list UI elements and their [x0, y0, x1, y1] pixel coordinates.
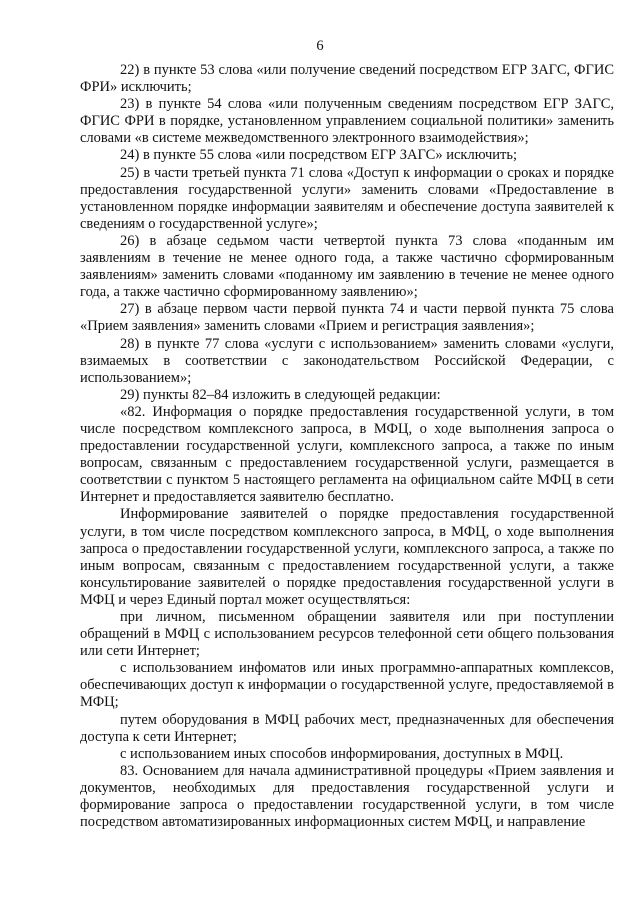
- paragraph: 28) в пункте 77 слова «услуги с использованием» заменить словами «услуги, взимаемых в соответствии с законодательством Российской Федерации, с использованием»;: [80, 335, 614, 386]
- paragraph: при личном, письменном обращении заявителя или при поступлении обращений в МФЦ с использованием ресурсов телефонной сети общего пользования или сети Интернет;: [80, 609, 614, 660]
- paragraph: с использованием иных способов информирования, доступных в МФЦ.: [120, 745, 564, 762]
- paragraph: 29) пункты 82–84 изложить в следующей редакции:: [120, 386, 441, 403]
- paragraph: 24) в пункте 55 слова «или посредством ЕГР ЗАГС» исключить;: [120, 147, 518, 164]
- paragraph: 25) в части третьей пункта 71 слова «Доступ к информации о сроках и порядке предоставления государственной услуги» заменить словами «Предоставление в установленном порядке информации заявителям и обеспечение доступа заявителей к сведениям о государственной услуге»;: [80, 164, 614, 232]
- page-number: 6: [316, 38, 324, 54]
- paragraph: Информирование заявителей о порядке предоставления государственной услуги, в том числе посредством комплексного запроса, в МФЦ, о ходе выполнения запроса о предоставлении государственной услуги, комплексного запроса, а также по иным вопросам, связанным с предоставлением государственной услуги, а также консультирование заявителей о порядке предоставления государственной услуги в МФЦ и через Единый портал может осуществляться:: [80, 506, 614, 608]
- paragraph: 83. Основанием для начала административной процедуры «Прием заявления и документов, необходимых для предоставления государственной услуги и формирование запроса о предоставлении государственной услуги, в том числе посредством автоматизированных информационных систем МФЦ, и направление: [80, 762, 614, 831]
- paragraph: путем оборудования в МФЦ рабочих мест, предназначенных для обеспечения доступа к сети Интернет;: [80, 711, 614, 745]
- paragraph: «82. Информация о порядке предоставления государственной услуги, в том числе посредством комплексного запроса, в МФЦ, о ходе выполнения запроса о предоставлении государственной услуги, комплексного запроса, а также по иным вопросам, связанным с предоставлением государственной услуги, размещается в соответствии с пунктом 5 настоящего регламента на официальном сайте МФЦ в сети Интернет и предоставляется заявителю бесплатно.: [80, 403, 614, 506]
- paragraph: с использованием инфоматов или иных программно-аппаратных комплексов, обеспечивающих доступ к информации о государственной услуге, предоставляемой в МФЦ;: [80, 660, 614, 711]
- paragraph: 27) в абзаце первом части первой пункта 74 и части первой пункта 75 слова «Прием заявления» заменить словами «Прием и регистрация заявления»;: [80, 301, 614, 335]
- paragraph: 22) в пункте 53 слова «или получение сведений посредством ЕГР ЗАГС, ФГИС ФРИ» исключить;: [80, 62, 614, 96]
- paragraph: 26) в абзаце седьмом части четвертой пункта 73 слова «поданным им заявлениям в течение не менее одного года, а также частично сформированным заявлениям» заменить словами «поданному им заявлению в течение не менее одного года, а также частично сформированному заявлению»;: [80, 232, 614, 301]
- document-body: [80, 62, 614, 831]
- paragraph: 23) в пункте 54 слова «или полученным сведениям посредством ЕГР ЗАГС, ФГИС ФРИ в порядке, установленном управлением социальной политики» заменить словами «в системе межведомственного электронного взаимодействия»;: [80, 96, 614, 147]
